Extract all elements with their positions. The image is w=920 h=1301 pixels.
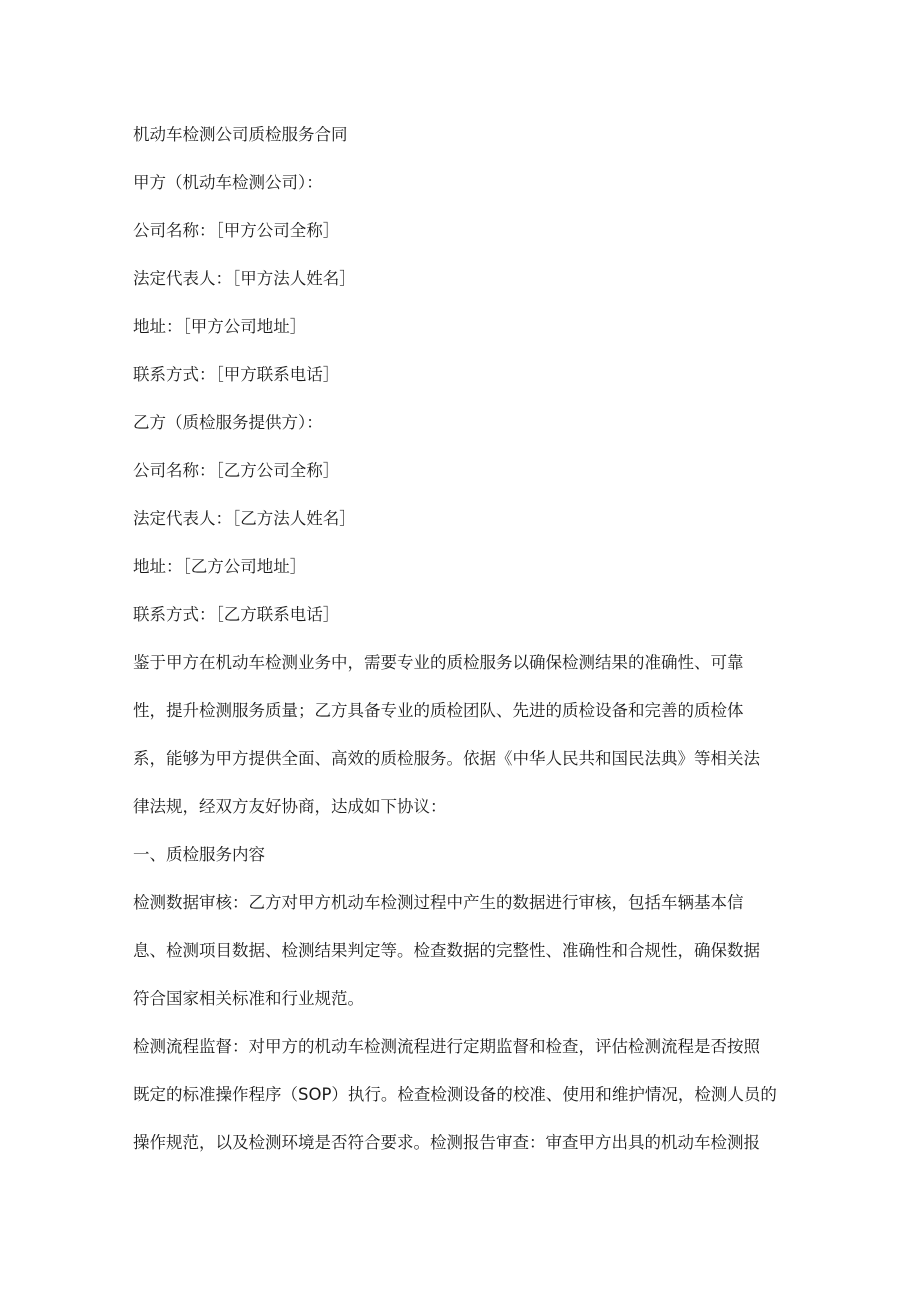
process-supervision-line: 操作规范，以及检测环境是否符合要求。检测报告审查：审查甲方出具的机动车检测报 xyxy=(133,1133,760,1152)
preamble-line: 律法规，经双方友好协商，达成如下协议： xyxy=(133,797,447,816)
preamble-line: 系，能够为甲方提供全面、高效的质检服务。依据《中华人民共和国民法典》等相关法 xyxy=(133,749,760,768)
party-a-heading: 甲方（机动车检测公司）： xyxy=(133,173,323,192)
data-review-line: 符合国家相关标准和行业规范。 xyxy=(133,989,364,1008)
process-supervision-line: 检测流程监督：对甲方的机动车检测流程进行定期监督和检查，评估检测流程是否按照 xyxy=(133,1037,760,1056)
process-supervision-line: 既定的标准操作程序（SOP）执行。检查检测设备的校准、使用和维护情况，检测人员的 xyxy=(133,1085,777,1104)
party-b-heading: 乙方（质检服务提供方）： xyxy=(133,413,323,432)
party-a-address: 地址：［甲方公司地址］ xyxy=(133,317,307,336)
section-1-heading: 一、质检服务内容 xyxy=(133,845,265,864)
party-b-contact: 联系方式：［乙方联系电话］ xyxy=(133,605,340,624)
party-b-address: 地址：［乙方公司地址］ xyxy=(133,557,307,576)
party-b-company-name: 公司名称：［乙方公司全称］ xyxy=(133,461,340,480)
party-a-company-name: 公司名称：［甲方公司全称］ xyxy=(133,221,340,240)
party-b-legal-rep: 法定代表人：［乙方法人姓名］ xyxy=(133,509,356,528)
preamble-line: 性，提升检测服务质量；乙方具备专业的质检团队、先进的质检设备和完善的质检体 xyxy=(133,701,744,720)
document-title: 机动车检测公司质检服务合同 xyxy=(133,125,348,144)
party-a-legal-rep: 法定代表人：［甲方法人姓名］ xyxy=(133,269,356,288)
party-a-contact: 联系方式：［甲方联系电话］ xyxy=(133,365,340,384)
preamble-line: 鉴于甲方在机动车检测业务中，需要专业的质检服务以确保检测结果的准确性、可靠 xyxy=(133,653,744,672)
data-review-line: 息、检测项目数据、检测结果判定等。检查数据的完整性、准确性和合规性，确保数据 xyxy=(133,941,760,960)
data-review-line: 检测数据审核：乙方对甲方机动车检测过程中产生的数据进行审核，包括车辆基本信 xyxy=(133,893,744,912)
